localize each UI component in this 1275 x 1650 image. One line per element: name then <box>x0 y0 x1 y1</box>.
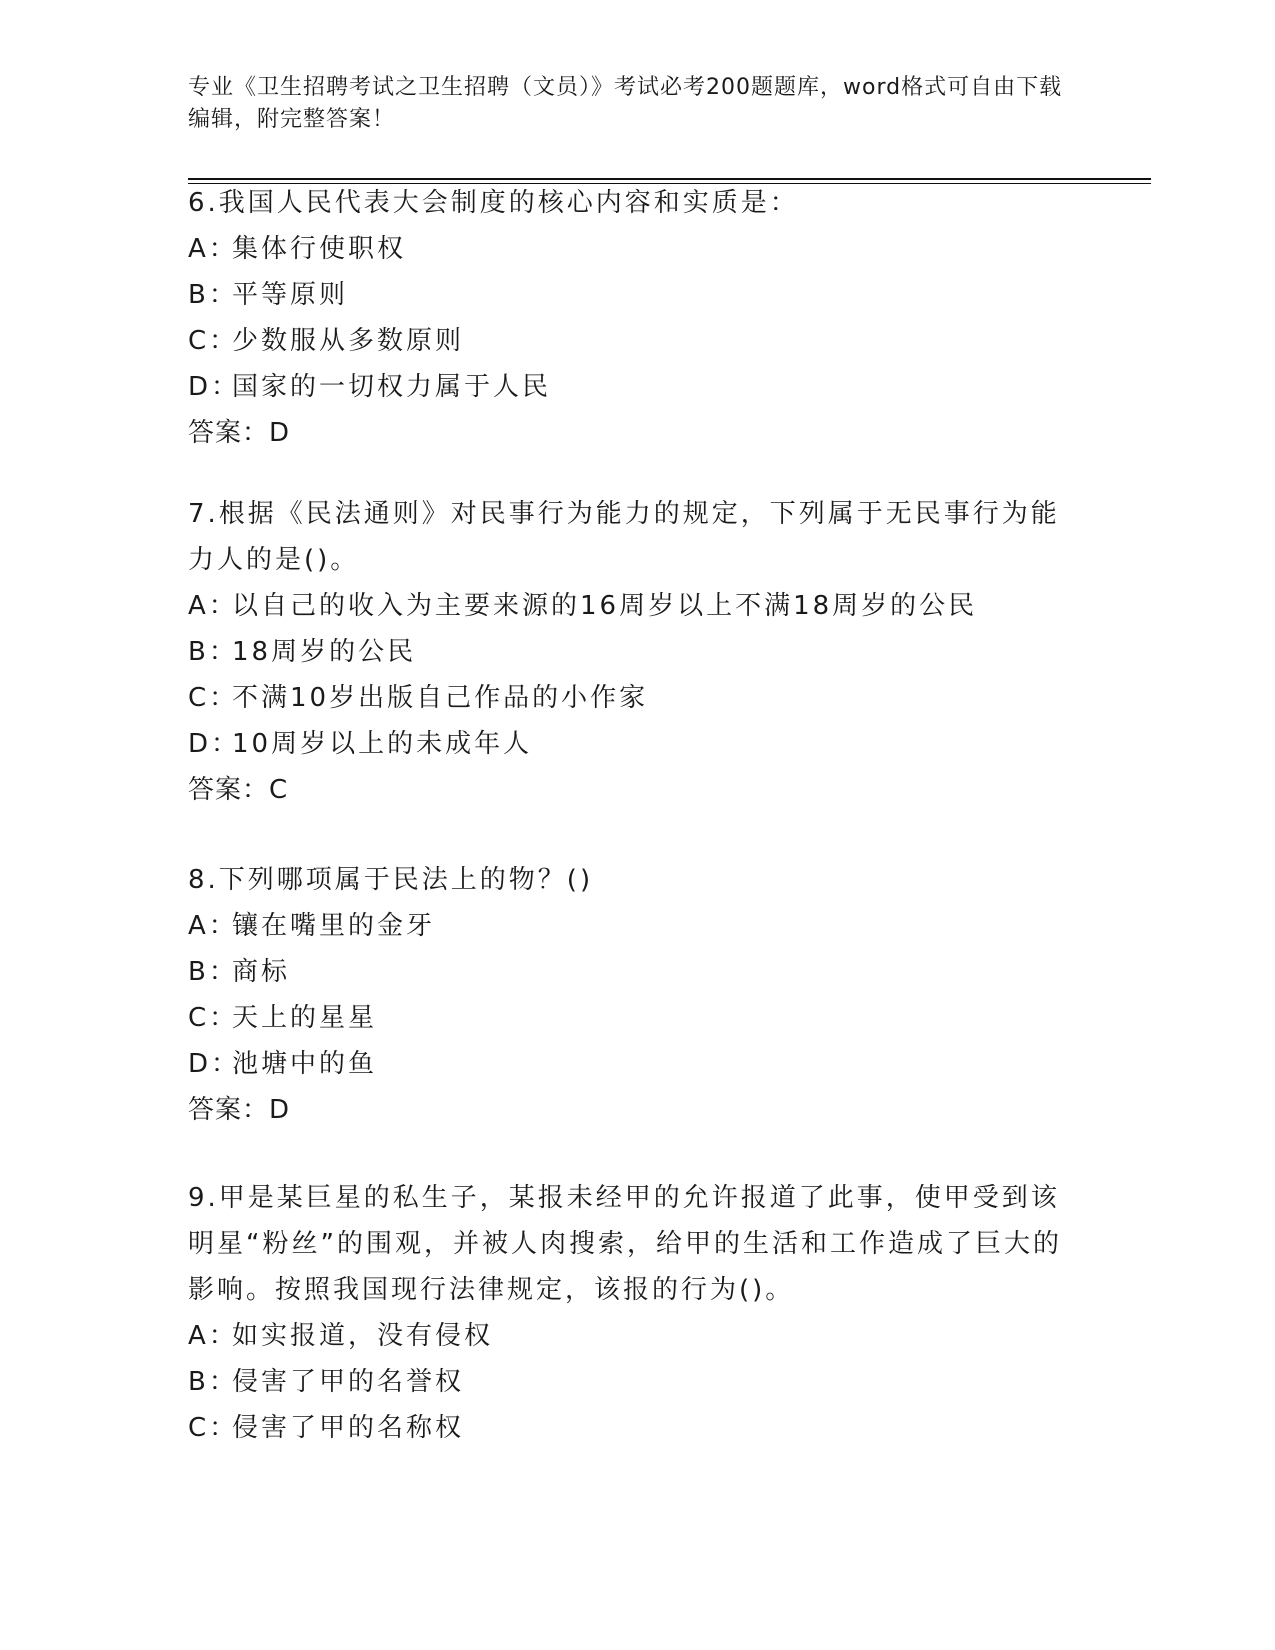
option-c <box>188 318 1068 364</box>
option-key: B： <box>188 280 238 310</box>
option-text: 少数服从多数原则 <box>232 326 465 356</box>
option-text: 集体行使职权 <box>232 234 407 264</box>
option-text: 镶在嘴里的金牙 <box>232 911 436 941</box>
option-b <box>188 949 1068 995</box>
option-key: D： <box>188 729 241 759</box>
option-text: 10周岁以上的未成年人 <box>232 729 533 759</box>
option-key: D： <box>188 372 241 402</box>
answer-line: 答案：C <box>188 775 289 805</box>
option-d <box>188 721 1068 767</box>
option-key: D： <box>188 1049 241 1079</box>
option-text: 天上的星星 <box>232 1003 378 1033</box>
question-6 <box>188 180 1068 456</box>
option-text: 商标 <box>232 957 291 987</box>
question-7 <box>188 491 1068 813</box>
option-text: 池塘中的鱼 <box>232 1049 378 1079</box>
option-text: 侵害了甲的名称权 <box>232 1413 465 1443</box>
option-key: B： <box>188 957 238 987</box>
option-a <box>188 226 1068 272</box>
option-key: C： <box>188 1003 239 1033</box>
option-text: 平等原则 <box>232 280 349 310</box>
question-stem: 9.甲是某巨星的私生子，某报未经甲的允许报道了此事，使甲受到该明星“粉丝”的围观，并被人肉搜索，给甲的生活和工作造成了巨大的影响。按照我国现行法律规定，该报的行为()。 <box>188 1183 1062 1305</box>
option-c <box>188 1405 1068 1451</box>
option-d <box>188 364 1068 410</box>
option-key: C： <box>188 1413 239 1443</box>
option-b <box>188 629 1068 675</box>
option-a <box>188 1313 1068 1359</box>
option-d <box>188 1041 1068 1087</box>
option-key: C： <box>188 683 239 713</box>
option-b <box>188 272 1068 318</box>
option-text: 国家的一切权力属于人民 <box>232 372 552 402</box>
document-intro: 专业《卫生招聘考试之卫生招聘（文员）》考试必考200题题库，word格式可自由下载编辑，附完整答案！ <box>188 75 1063 132</box>
answer-line: 答案：D <box>188 418 291 448</box>
question-9 <box>188 1175 1068 1451</box>
answer-line: 答案：D <box>188 1095 291 1125</box>
question-stem: 8.下列哪项属于民法上的物？() <box>188 865 594 895</box>
option-text: 侵害了甲的名誉权 <box>232 1367 465 1397</box>
option-text: 以自己的收入为主要来源的16周岁以上不满18周岁的公民 <box>232 591 978 621</box>
option-c <box>188 675 1068 721</box>
option-a <box>188 903 1068 949</box>
option-a <box>188 583 1068 629</box>
option-c <box>188 995 1068 1041</box>
question-stem: 6.我国人民代表大会制度的核心内容和实质是： <box>188 188 799 218</box>
option-key: B： <box>188 637 238 667</box>
option-key: B： <box>188 1367 238 1397</box>
option-text: 18周岁的公民 <box>232 637 417 667</box>
option-key: A： <box>188 591 238 621</box>
option-key: A： <box>188 234 238 264</box>
option-text: 不满10岁出版自己作品的小作家 <box>232 683 649 713</box>
option-key: C： <box>188 326 239 356</box>
option-text: 如实报道，没有侵权 <box>232 1321 494 1351</box>
option-key: A： <box>188 911 238 941</box>
question-stem: 7.根据《民法通则》对民事行为能力的规定，下列属于无民事行为能力人的是()。 <box>188 499 1060 575</box>
option-b <box>188 1359 1068 1405</box>
option-key: A： <box>188 1321 238 1351</box>
question-8 <box>188 857 1068 1133</box>
